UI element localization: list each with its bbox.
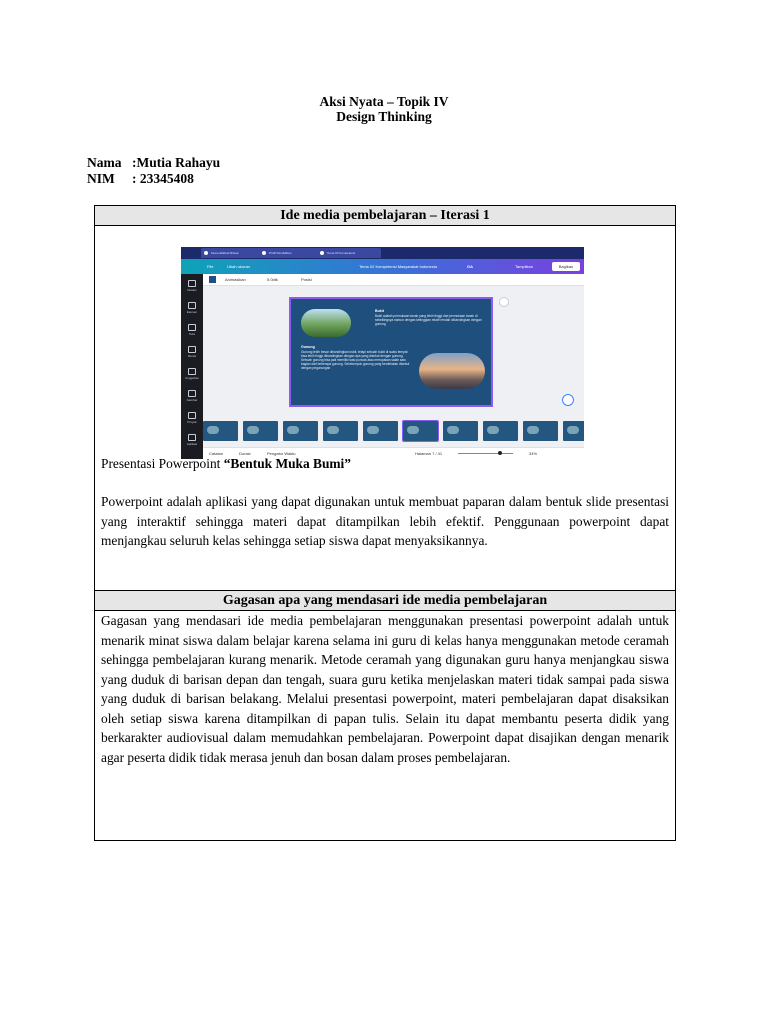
duration-toggle: Durasi <box>239 451 251 456</box>
text-icon <box>188 324 196 331</box>
brand-icon <box>188 346 196 353</box>
caption-title: “Bentuk Muka Bumi” <box>223 456 351 471</box>
color-swatch <box>209 276 216 283</box>
slide-thumbnail <box>203 421 238 441</box>
name-value: :Mutia Rahayu <box>132 155 221 170</box>
section1-heading: Ide media pembelajaran – Iterasi 1 <box>95 206 676 226</box>
duration-button: 5.0dtk <box>267 277 278 282</box>
editor-toolbar <box>203 274 584 286</box>
zoom-level: 34% <box>529 451 538 456</box>
upload-icon <box>188 368 196 375</box>
apps-icon <box>188 434 196 441</box>
worksheet-table <box>94 205 676 841</box>
sidebar-item-elements: Elemen <box>181 302 203 314</box>
page-indicator: Halaman 7 / 41 <box>415 451 443 456</box>
presentation-caption <box>101 454 669 474</box>
share-button: Bagikan <box>552 262 580 271</box>
name-row <box>87 155 220 171</box>
doc-title: Tema 02 Kompetensi Masyarakat Indonesia <box>359 264 437 269</box>
present-button: Tampilkan <box>515 264 534 269</box>
sidebar-item-projects: Proyek <box>181 412 203 424</box>
sidebar-item-uploads: Unggahan <box>181 368 203 380</box>
notes-button: Catatan <box>209 451 224 456</box>
slide-thumbnail <box>323 421 358 441</box>
slide-text-hill: Bukit adalah permukaan tanah yang lebih tinggi dari permukaan tanah di sekelilingnya namun dengan ketinggian relatif rendah dibandingkan dengan gunung <box>375 314 482 326</box>
slide-thumbnail <box>563 421 584 441</box>
slide-thumbnail <box>403 421 438 441</box>
position-button: Posisi <box>301 277 312 282</box>
browser-tab: Tema 02 Kompetensi <box>317 248 381 258</box>
section2-body: Gagasan yang mendasari ide media pembelajaran menggunakan presentasi powerpoint adalah untuk menarik minat siswa dalam belajar karena selama ini guru di kelas hanya menggunakan metode ceramah sehingga pembelajaran kurang menarik. Metode ceramah yang digunakan guru hanya menjangkau siswa yang duduk di barisan depan dan tengah, suara guru ketika menjelaskan materi tidak sampai pada siswa yang duduk di barisan belakang. Melalui presentasi powerpoint, materi pembelajaran dapat disaksikan oleh setiap siswa karena ditampilkan di papan tulis. Selain itu dapat membantu peserta didik yang berkarakter audiovisual dalam memudahkan pembelajaran. Powerpoint dapat disajikan dengan menarik agar peserta didik tidak merasa jenuh dan bosan dalam proses pembelajaran. <box>101 613 669 765</box>
slide-heading-hill: Bukit <box>375 309 384 313</box>
slide-thumbnail <box>283 421 318 441</box>
nim-value: : 23345408 <box>132 171 194 186</box>
editor-sidebar <box>181 274 203 459</box>
slide-thumbnail <box>363 421 398 441</box>
slide-canvas <box>289 297 493 407</box>
app-screenshot <box>181 247 584 459</box>
slide-thumbnail <box>443 421 478 441</box>
animate-button: Animasikan <box>225 277 246 282</box>
collab-badge: GA <box>467 264 473 269</box>
folder-icon <box>188 412 196 419</box>
sidebar-item-apps: Aplikasi <box>181 434 203 446</box>
document-subtitle: Design Thinking <box>336 109 432 124</box>
browser-tab: Kemendikbud Ristek <box>201 248 265 258</box>
pen-icon <box>188 390 196 397</box>
browser-tab: Profil Pendidikan <box>259 248 323 258</box>
sidebar-item-text: Teks <box>181 324 203 336</box>
editor-menubar <box>181 259 584 274</box>
sidebar-item-design: Desain <box>181 280 203 292</box>
sidebar-item-brand: Merek <box>181 346 203 358</box>
section1-body: Powerpoint adalah aplikasi yang dapat digunakan untuk membuat paparan dalam bentuk slide presentasi yang interaktif sehingga materi dapat ditampilkan lebih efektif. Penggunaan powerpoint dapat menjangkau seluruh kelas sehingga setiap siswa dapat menyaksikannya. <box>101 494 669 548</box>
section2-content <box>95 611 676 841</box>
section1-content <box>95 226 676 591</box>
sidebar-item-draw: Gambar <box>181 390 203 402</box>
file-menu: File <box>207 264 214 269</box>
slide-thumbnail <box>523 421 558 441</box>
magic-icon <box>562 394 574 406</box>
resize-menu: Ubah ukuran <box>227 264 250 269</box>
timer-button: Pengatur Waktu <box>267 451 296 456</box>
slide-thumbnails <box>203 419 584 443</box>
slide-heading-mountain: Gunung <box>301 345 315 349</box>
nim-label: NIM <box>87 171 115 186</box>
template-icon <box>188 280 196 287</box>
mountain-image <box>419 353 485 389</box>
slide-thumbnail <box>483 421 518 441</box>
refresh-icon <box>499 297 509 307</box>
slide-text-mountain: Gunung lebih besar dibandingkan bukit, tetapi sebuah bukit di suatu tempat bisa lebih tinggi dibandingkan dengan apa yang disebut dengan gunung. Sebuah gunung bisa jadi memiliki satu puncak atau merupakan salah satu bagian dari beberapa gunung. Sekelompok gunung yang berdekatan disebut dengan pegunungan <box>301 350 410 370</box>
shapes-icon <box>188 302 196 309</box>
nim-row <box>87 171 194 187</box>
section2-heading: Gagasan apa yang mendasari ide media pembelajaran <box>95 591 676 611</box>
hill-image <box>301 309 351 337</box>
browser-tabs <box>181 247 584 259</box>
name-label: Nama <box>87 155 122 170</box>
caption-prefix: Presentasi Powerpoint <box>101 456 224 471</box>
document-title: Aksi Nyata – Topik IV <box>319 94 449 109</box>
slide-thumbnail <box>243 421 278 441</box>
